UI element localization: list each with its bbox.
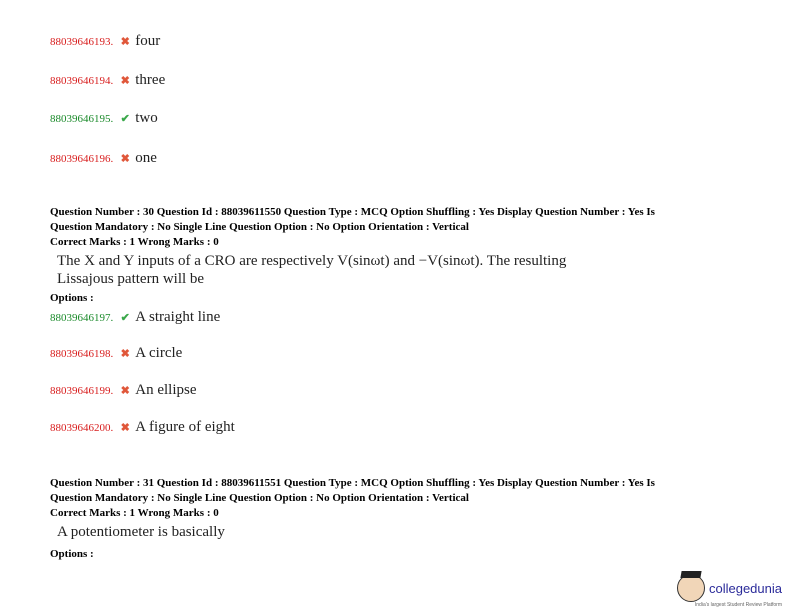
- option-text: four: [135, 33, 161, 49]
- question-text: The X and Y inputs of a CRO are respectively V(sinωt) and −V(sinωt). The resulting: [57, 253, 567, 269]
- options-label: Options :: [50, 548, 94, 560]
- wrong-mark-icon: ✖: [120, 75, 130, 87]
- question-meta-line: Question Number : 30 Question Id : 88039611550 Question Type : MCQ Option Shuffling : Yes Display Question Number : Yes Is: [50, 206, 655, 218]
- option-row: [50, 309, 220, 326]
- option-id: 88039646198.: [50, 348, 114, 360]
- option-text: two: [135, 110, 158, 126]
- option-row: [50, 345, 182, 362]
- wrong-mark-icon: ✖: [120, 348, 130, 360]
- option-text: A figure of eight: [135, 419, 235, 435]
- option-id: 88039646200.: [50, 422, 114, 434]
- wrong-mark-icon: ✖: [120, 153, 130, 165]
- wrong-mark-icon: ✖: [120, 36, 130, 48]
- question-meta-line: Question Mandatory : No Single Line Question Option : No Option Orientation : Vertical: [50, 221, 469, 233]
- option-id: 88039646196.: [50, 153, 114, 165]
- graduate-face-icon: [677, 574, 705, 602]
- question-meta-line: Question Number : 31 Question Id : 88039611551 Question Type : MCQ Option Shuffling : Yes Display Question Number : Yes Is: [50, 477, 655, 489]
- option-row: [50, 382, 197, 399]
- question-marks: Correct Marks : 1 Wrong Marks : 0: [50, 507, 219, 519]
- question-meta-line: Question Mandatory : No Single Line Question Option : No Option Orientation : Vertical: [50, 492, 469, 504]
- wrong-mark-icon: ✖: [120, 385, 130, 397]
- option-row: [50, 33, 160, 50]
- option-row: [50, 419, 235, 436]
- option-text: A straight line: [135, 309, 221, 325]
- option-id: 88039646195.: [50, 113, 114, 125]
- option-text: one: [135, 150, 157, 166]
- option-row: [50, 150, 157, 167]
- logo-tagline: India's largest Student Review Platform: [694, 602, 782, 608]
- option-row: [50, 110, 158, 127]
- option-text: three: [135, 72, 166, 88]
- question-text: A potentiometer is basically: [57, 524, 225, 540]
- logo-brand: collegedunia: [708, 580, 782, 596]
- wrong-mark-icon: ✖: [120, 422, 130, 434]
- option-id: 88039646194.: [50, 75, 114, 87]
- option-id: 88039646197.: [50, 312, 114, 324]
- option-text: An ellipse: [135, 382, 197, 398]
- option-text: A circle: [135, 345, 183, 361]
- check-mark-icon: ✔: [120, 113, 130, 125]
- options-label: Options :: [50, 292, 94, 304]
- question-text: Lissajous pattern will be: [57, 271, 205, 287]
- collegedunia-logo: [677, 574, 782, 608]
- option-id: 88039646193.: [50, 36, 114, 48]
- option-row: [50, 72, 165, 89]
- option-id: 88039646199.: [50, 385, 114, 397]
- question-marks: Correct Marks : 1 Wrong Marks : 0: [50, 236, 219, 248]
- check-mark-icon: ✔: [120, 312, 130, 324]
